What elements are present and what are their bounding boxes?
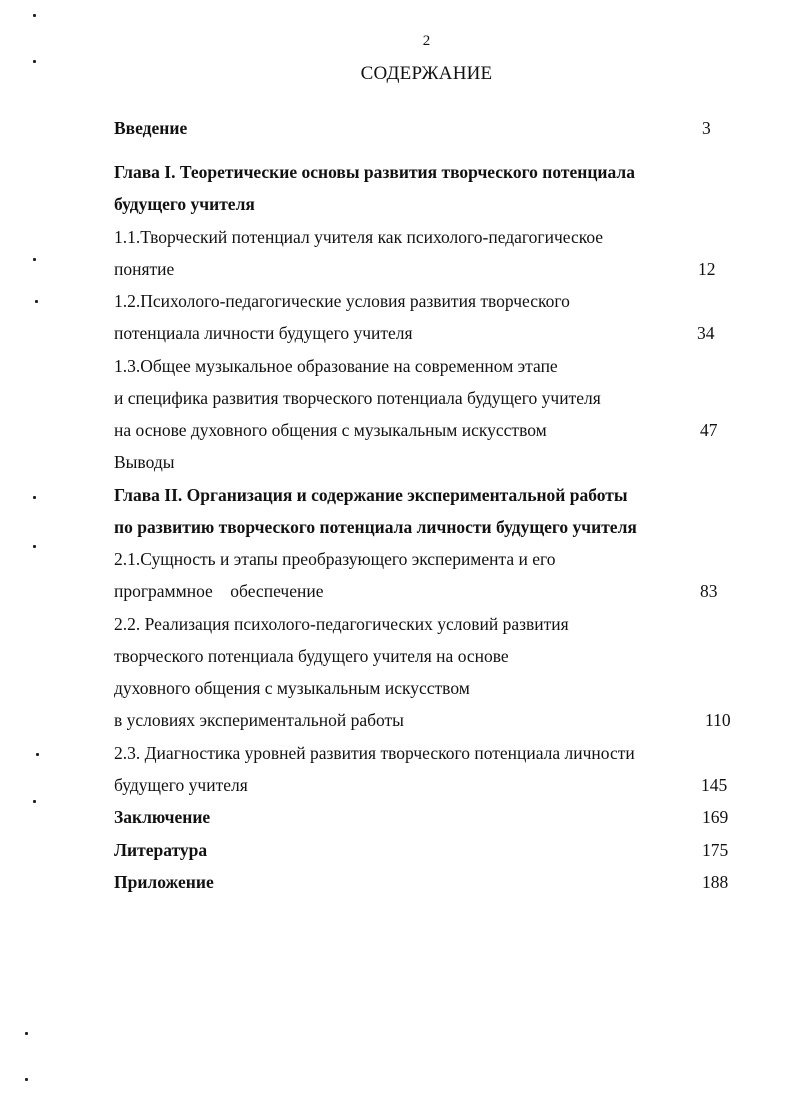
toc-section-2-1-page: 83 [700, 581, 718, 601]
toc-section-1-2-line1: 1.2.Психолого-педагогические условия развития творческого [114, 291, 570, 311]
toc-section-2-2-line4: в условиях экспериментальной работы [114, 710, 404, 730]
toc-section-2-2-line3: духовного общения с музыкальным искусством [114, 678, 470, 698]
scan-speck [33, 14, 36, 17]
toc-section-2-3-page: 145 [701, 775, 728, 795]
toc-section-2-1-line2: программное обеспечение [114, 581, 324, 601]
toc-appendix-label: Приложение [114, 872, 214, 892]
toc-section-2-3-line2: будущего учителя [114, 775, 248, 795]
toc-section-1-1-line2: понятие [114, 259, 175, 279]
toc-section-1-1-page: 12 [698, 259, 716, 279]
toc-section-1-3-page: 47 [700, 420, 718, 440]
page-number: 2 [422, 33, 431, 49]
toc-section-2-3-line1: 2.3. Диагностика уровней развития творческого потенциала личности [114, 743, 635, 763]
toc-section-2-2-page: 110 [705, 710, 731, 730]
toc-chapter1-line2: будущего учителя [114, 194, 255, 214]
toc-literature-page: 175 [702, 840, 729, 860]
toc-section-2-1-line1: 2.1.Сущность и этапы преобразующего эксперимента и его [114, 549, 556, 569]
toc-chapter2-line2: по развитию творческого потенциала личности будущего учителя [114, 517, 637, 537]
toc-intro-label: Введение [114, 118, 188, 138]
scan-speck [33, 258, 36, 261]
toc-section-2-2-line1: 2.2. Реализация психолого-педагогических условий развития [114, 614, 569, 634]
toc-section-2-2-line2: творческого потенциала будущего учителя на основе [114, 646, 509, 666]
scan-speck [25, 1078, 28, 1081]
scan-speck [35, 300, 38, 303]
toc-section-1-3-line1: 1.3.Общее музыкальное образование на современном этапе [114, 356, 558, 376]
toc-section-1-1-line1: 1.1.Творческий потенциал учителя как психолого-педагогическое [114, 227, 604, 247]
scan-speck [33, 496, 36, 499]
toc-literature-label: Литература [114, 840, 208, 860]
toc-section-1-3-line2: и специфика развития творческого потенциала будущего учителя [114, 388, 601, 408]
toc-conclusion-page: 169 [702, 807, 729, 827]
scan-speck [33, 545, 36, 548]
toc-section-1-2-line2: потенциала личности будущего учителя [114, 323, 413, 343]
toc-chapter2-line1: Глава II. Организация и содержание экспериментальной работы [114, 485, 628, 505]
toc-section-1-2-page: 34 [697, 323, 715, 343]
toc-intro-page: 3 [702, 118, 711, 138]
toc-conclusion-label: Заключение [114, 807, 211, 827]
scan-speck [36, 753, 39, 756]
toc-appendix-page: 188 [702, 872, 729, 892]
page-title: СОДЕРЖАНИЕ [360, 63, 493, 84]
scan-speck [25, 1032, 28, 1035]
scan-speck [33, 800, 36, 803]
toc-chapter1-line1: Глава I. Теоретические основы развития творческого потенциала [114, 162, 635, 182]
toc-conclusions-1: Выводы [114, 452, 175, 472]
toc-section-1-3-line3: на основе духовного общения с музыкальным искусством [114, 420, 547, 440]
